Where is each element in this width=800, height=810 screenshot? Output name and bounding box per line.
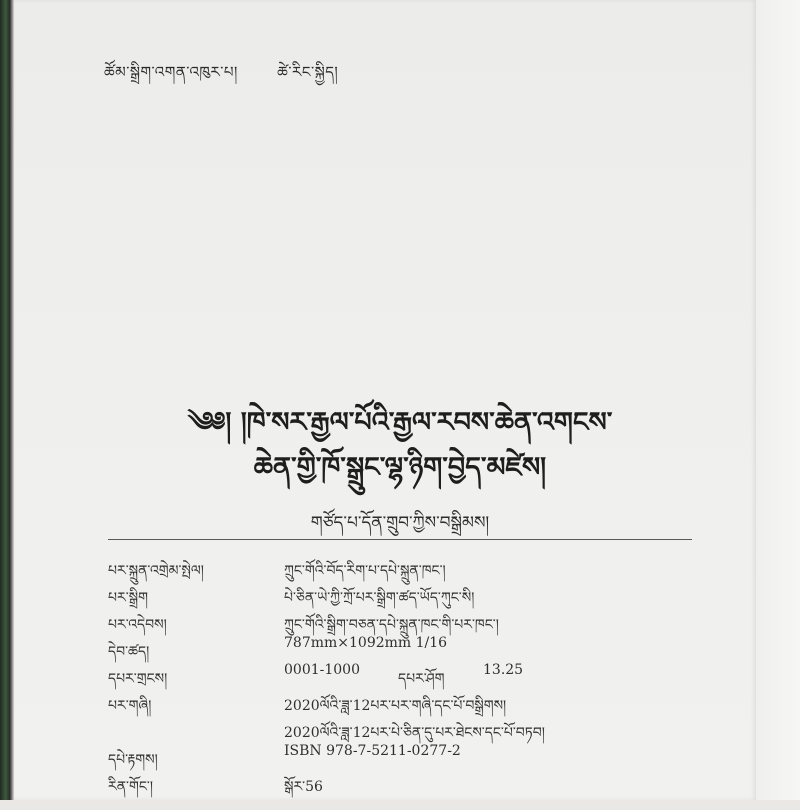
info-value: ཀྲུང་གོའི་བོད་རིག་པ་དཔེ་སྐྲུན་ཁང་། <box>284 563 446 579</box>
book-title-line-2: ཆེན་གྱི་ཁོ་སྒྲུང་ལྷ་ཉིག་བྱེད་མཛེས། <box>253 452 547 483</box>
editor-credit-label: ཚོམ་སྒྲིག་འགན་འཁུར་པ། <box>104 63 238 81</box>
info-row <box>108 606 708 633</box>
publication-info <box>108 552 708 795</box>
info-row <box>108 660 708 687</box>
info-value: 2020ལོའི་ཟླ་12པར་པེ་ཅིན་དུ་པར་ཐེངས་དང་པོ་བཏབ། <box>284 725 545 741</box>
info-extra-label: དཔར་ཤོག <box>398 671 445 687</box>
info-value: སྒོར་56 <box>284 779 323 795</box>
info-label: པར་སྒྲིག <box>108 590 148 606</box>
book-title-line-1: ༄༅། །ཁེ་སར་རྒྱལ་པོའི་རྒྱལ་རབས་ཆེན་འགངས་ <box>187 407 613 438</box>
info-value: 2020ལོའི་ཟླ་12པར་པར་གཞི་དང་པོ་བསྒྲིགས། <box>284 698 507 714</box>
editor-credit <box>104 56 372 98</box>
info-row <box>108 633 708 660</box>
info-row <box>108 714 708 741</box>
info-value: པེ་ཅིན་ཡེ་ཀྱི་ཀྲོ་པར་སྒྲིག་ཚད་ཡོད་ཀུང་སི། <box>284 590 475 606</box>
info-label: པར་འདེབས། <box>108 617 167 633</box>
info-value: 0001-1000 <box>284 662 360 678</box>
info-label: པར་སྐྲུན་འགྲེམ་སྤེལ། <box>108 563 204 579</box>
info-label: དཔར་གྲངས། <box>108 671 168 687</box>
editor-credit-name: ཚེ་རིང་སྐྱིད། <box>277 63 339 81</box>
info-row <box>108 741 708 768</box>
info-row <box>108 768 708 795</box>
info-row <box>108 552 708 579</box>
info-label: རིན་གོང་། <box>108 779 153 795</box>
info-extra-value: 13.25 <box>483 662 524 678</box>
author-line: གཙོད་པ་དོན་གྲུབ་ཀྱིས་བསྒྲིམས། <box>310 513 490 533</box>
divider <box>108 539 692 540</box>
info-label: དཔེ་རྟགས། <box>108 752 158 768</box>
info-label: དེབ་ཚད། <box>108 644 150 660</box>
info-value: 787mm×1092mm 1/16 <box>284 635 448 651</box>
info-row <box>108 579 708 606</box>
info-value: ISBN 978-7-5211-0277-2 <box>284 743 461 759</box>
info-row <box>108 687 708 714</box>
info-label: པར་གཞི། <box>108 698 152 714</box>
info-value: ཀྲུང་གོའི་སྒྲིག་བཅན་དཔེ་སྐྲུན་ཁང་གི་པར་ཁང་། <box>284 617 499 633</box>
